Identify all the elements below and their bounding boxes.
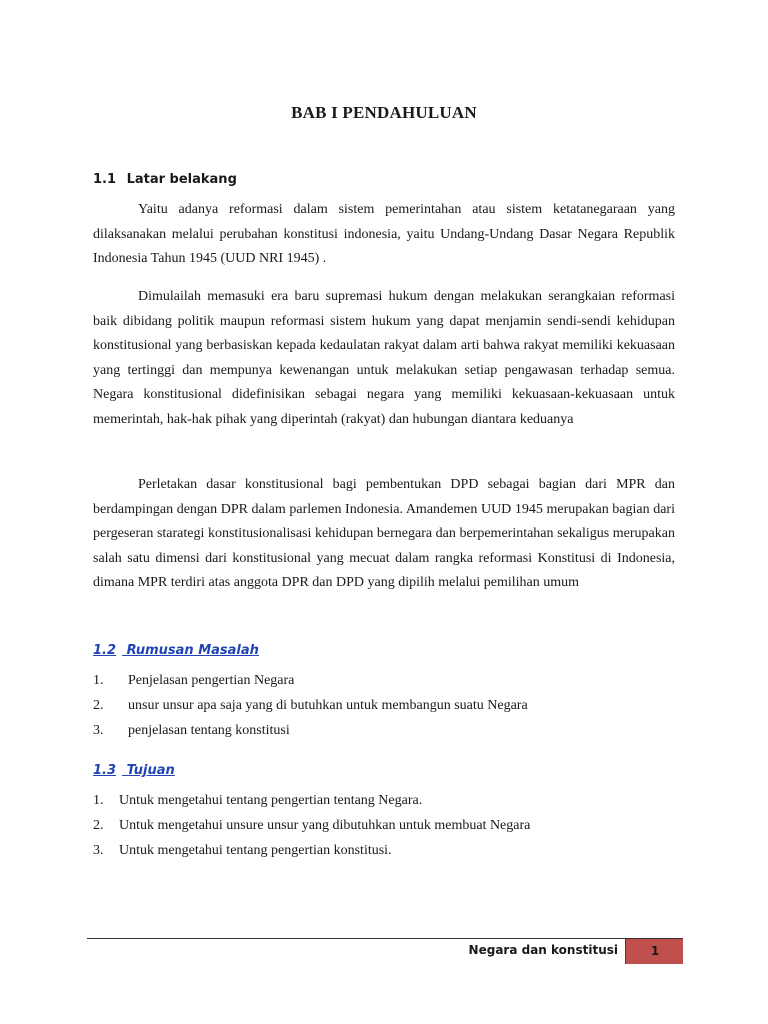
chapter-title: BAB I PENDAHULUAN xyxy=(291,103,477,122)
list-item-number: 1. xyxy=(93,673,104,688)
list-item-text: Penjelasan pengertian Negara xyxy=(128,673,295,688)
list-item-number: 2. xyxy=(93,818,104,833)
list-item-number: 2. xyxy=(93,698,104,713)
section-heading-latar-belakang xyxy=(93,172,237,187)
section-heading-text: Latar belakang xyxy=(126,172,237,187)
section-heading-text: Tujuan xyxy=(126,763,175,778)
list-item-text: Untuk mengetahui tentang pengertian tentang Negara. xyxy=(119,793,423,808)
list-item-number: 3. xyxy=(93,843,104,858)
list-item-text: penjelasan tentang konstitusi xyxy=(128,723,290,738)
list-item-text: Untuk mengetahui tentang pengertian konstitusi. xyxy=(119,843,392,858)
section-number: 1.1 xyxy=(93,172,117,187)
list-item-number: 3. xyxy=(93,723,104,738)
paragraph-1: Yaitu adanya reformasi dalam sistem pemerintahan atau sistem ketatanegaraan yang dilaksanakan melalui perubahan konstitusi indonesia, yaitu Undang-Undang Dasar Negara Republik Indonesia Tahun 1945 (UUD NRI 1945) . xyxy=(93,202,675,266)
paragraph-3: Perletakan dasar konstitusional bagi pembentukan DPD sebagai bagian dari MPR dan berdampingan dengan DPR dalam parlemen Indonesia. Amandemen UUD 1945 merupakan bagian dari pergeseran starategi konstitusionalisasi kehidupan bernegara dan berpemerintahan sekaligus merupakan salah satu dimensi dari konstitusional yang mecuat dalam rangka reformasi Konstitusi di Indonesia, dimana MPR terdiri atas anggota DPR dan DPD yang dipilih melalui pemilihan umum xyxy=(93,477,675,590)
footer-title: Negara dan konstitusi xyxy=(468,943,618,957)
section-heading-rumusan-masalah[interactable] xyxy=(93,643,259,658)
list-item-text: unsur unsur apa saja yang di butuhkan untuk membangun suatu Negara xyxy=(128,698,528,713)
section-heading-text: Rumusan Masalah xyxy=(126,643,259,658)
list-item-text: Untuk mengetahui unsure unsur yang dibutuhkan untuk membuat Negara xyxy=(119,818,531,833)
paragraph-2: Dimulailah memasuki era baru supremasi hukum dengan melakukan serangkaian reformasi baik dibidang politik maupun reformasi sistem hukum yang dapat menjamin sendi-sendi kehidupan konstitusional yang berbasiskan kepada kedaulatan rakyat dalam arti bahwa rakyat memiliki kekuasaan yang tertinggi dan mempunya kewenangan untuk melakukan setiap pengawasan terhadap semua. Negara konstitusional didefinisikan sebagai negara yang memiliki kekuasaan-kekuasaan untuk memerintah, hak-hak pihak yang diperintah (rakyat) dan hubungan diantara keduanya xyxy=(93,289,675,427)
section-heading-tujuan[interactable] xyxy=(93,763,175,778)
page-number-box xyxy=(625,939,683,964)
section-number: 1.2 xyxy=(93,643,117,658)
list-item-number: 1. xyxy=(93,793,104,808)
page-number: 1 xyxy=(650,944,660,958)
section-number: 1.3 xyxy=(93,763,117,778)
footer-divider xyxy=(87,938,683,939)
